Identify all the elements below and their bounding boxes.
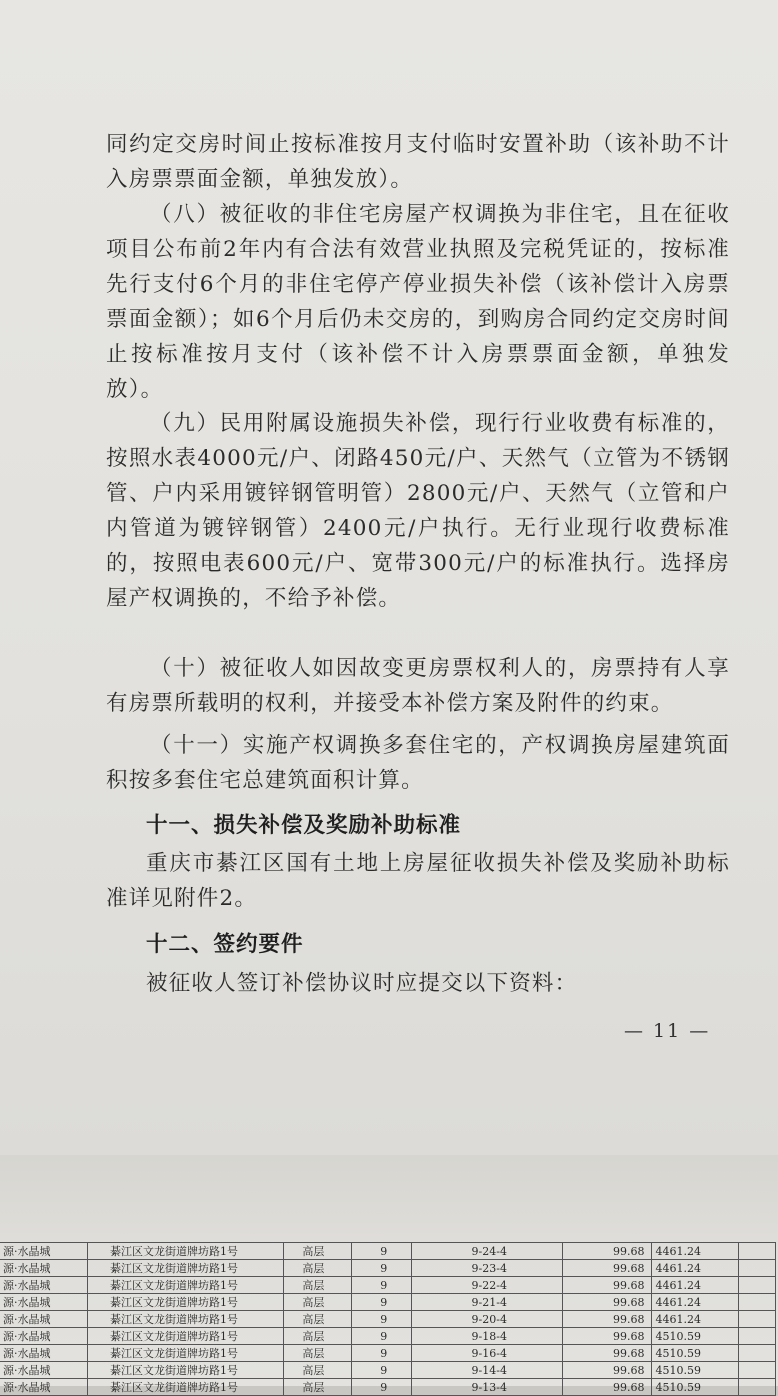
building-cell: 9 bbox=[352, 1379, 412, 1396]
area-cell: 99.68 bbox=[563, 1311, 651, 1328]
table-row bbox=[0, 1243, 776, 1260]
type-cell: 高层 bbox=[284, 1311, 352, 1328]
type-cell: 高层 bbox=[284, 1345, 352, 1362]
area-cell: 99.68 bbox=[563, 1379, 651, 1396]
area-cell: 99.68 bbox=[563, 1328, 651, 1345]
type-cell: 高层 bbox=[284, 1294, 352, 1311]
table-row bbox=[0, 1311, 776, 1328]
extra-cell bbox=[738, 1345, 775, 1362]
extra-cell bbox=[738, 1277, 775, 1294]
section-12-heading: 十二、签约要件 bbox=[146, 932, 304, 957]
area-cell: 99.68 bbox=[563, 1294, 651, 1311]
paragraph-continuation: 同约定交房时间止按标准按月支付临时安置补助（该补助不计入房票票面金额，单独发放）。 bbox=[106, 132, 730, 192]
address-cell: 綦江区文龙街道牌坊路1号 bbox=[88, 1294, 284, 1311]
type-cell: 高层 bbox=[284, 1362, 352, 1379]
type-cell: 高层 bbox=[284, 1277, 352, 1294]
unit-cell: 9-18-4 bbox=[412, 1328, 563, 1345]
area-cell: 99.68 bbox=[563, 1260, 651, 1277]
building-cell: 9 bbox=[352, 1294, 412, 1311]
table-row bbox=[0, 1260, 776, 1277]
unit-cell: 9-13-4 bbox=[412, 1379, 563, 1396]
type-cell: 高层 bbox=[284, 1260, 352, 1277]
price-cell: 4461.24 bbox=[651, 1311, 738, 1328]
section-11-heading: 十一、损失补偿及奖励补助标准 bbox=[146, 813, 462, 838]
type-cell: 高层 bbox=[284, 1379, 352, 1396]
price-cell: 4510.59 bbox=[651, 1362, 738, 1379]
table-row bbox=[0, 1294, 776, 1311]
unit-cell: 9-23-4 bbox=[412, 1260, 563, 1277]
page-number: — 11 — bbox=[624, 1020, 711, 1042]
project-cell: 源·水晶城 bbox=[0, 1277, 88, 1294]
price-cell: 4510.59 bbox=[651, 1379, 738, 1396]
register-body bbox=[0, 1243, 776, 1396]
address-cell: 綦江区文龙街道牌坊路1号 bbox=[88, 1260, 284, 1277]
unit-cell: 9-14-4 bbox=[412, 1362, 563, 1379]
section-12-body: 被征收人签订补偿协议时应提交以下资料： bbox=[146, 971, 578, 996]
table-row bbox=[0, 1277, 776, 1294]
building-cell: 9 bbox=[352, 1345, 412, 1362]
table-row bbox=[0, 1362, 776, 1379]
address-cell: 綦江区文龙街道牌坊路1号 bbox=[88, 1328, 284, 1345]
building-cell: 9 bbox=[352, 1311, 412, 1328]
project-cell: 源·水晶城 bbox=[0, 1328, 88, 1345]
table-row bbox=[0, 1379, 776, 1396]
project-cell: 源·水晶城 bbox=[0, 1243, 88, 1260]
unit-cell: 9-24-4 bbox=[412, 1243, 563, 1260]
unit-cell: 9-20-4 bbox=[412, 1311, 563, 1328]
housing-register-table bbox=[0, 1242, 776, 1396]
project-cell: 源·水晶城 bbox=[0, 1379, 88, 1396]
paragraph-item-8: （八）被征收的非住宅房屋产权调换为非住宅，且在征收项目公布前2年内有合法有效营业执照及完税凭证的，按标准先行支付6个月的非住宅停产停业损失补偿（该补偿计入房票票面金额）；如6个月后仍未交房的，到购房合同约定交房时间止按标准按月支付（该补偿不计入房票票面金额，单独发放）。 bbox=[106, 202, 730, 402]
area-cell: 99.68 bbox=[563, 1345, 651, 1362]
price-cell: 4461.24 bbox=[651, 1243, 738, 1260]
unit-cell: 9-16-4 bbox=[412, 1345, 563, 1362]
area-cell: 99.68 bbox=[563, 1243, 651, 1260]
area-cell: 99.68 bbox=[563, 1362, 651, 1379]
extra-cell bbox=[738, 1379, 775, 1396]
paragraph-item-10: （十）被征收人如因故变更房票权利人的，房票持有人享有房票所载明的权利，并接受本补偿方案及附件的约束。 bbox=[106, 656, 730, 716]
address-cell: 綦江区文龙街道牌坊路1号 bbox=[88, 1277, 284, 1294]
type-cell: 高层 bbox=[284, 1243, 352, 1260]
project-cell: 源·水晶城 bbox=[0, 1362, 88, 1379]
section-11-body: 重庆市綦江区国有土地上房屋征收损失补偿及奖励补助标准详见附件2。 bbox=[106, 851, 730, 911]
price-cell: 4461.24 bbox=[651, 1294, 738, 1311]
extra-cell bbox=[738, 1311, 775, 1328]
extra-cell bbox=[738, 1260, 775, 1277]
type-cell: 高层 bbox=[284, 1328, 352, 1345]
project-cell: 源·水晶城 bbox=[0, 1345, 88, 1362]
building-cell: 9 bbox=[352, 1362, 412, 1379]
building-cell: 9 bbox=[352, 1260, 412, 1277]
unit-cell: 9-22-4 bbox=[412, 1277, 563, 1294]
extra-cell bbox=[738, 1362, 775, 1379]
address-cell: 綦江区文龙街道牌坊路1号 bbox=[88, 1379, 284, 1396]
paragraph-item-11: （十一）实施产权调换多套住宅的，产权调换房屋建筑面积按多套住宅总建筑面积计算。 bbox=[106, 733, 730, 793]
price-cell: 4510.59 bbox=[651, 1345, 738, 1362]
project-cell: 源·水晶城 bbox=[0, 1260, 88, 1277]
extra-cell bbox=[738, 1243, 775, 1260]
price-cell: 4461.24 bbox=[651, 1277, 738, 1294]
project-cell: 源·水晶城 bbox=[0, 1311, 88, 1328]
building-cell: 9 bbox=[352, 1328, 412, 1345]
extra-cell bbox=[738, 1328, 775, 1345]
building-cell: 9 bbox=[352, 1243, 412, 1260]
address-cell: 綦江区文龙街道牌坊路1号 bbox=[88, 1345, 284, 1362]
address-cell: 綦江区文龙街道牌坊路1号 bbox=[88, 1362, 284, 1379]
address-cell: 綦江区文龙街道牌坊路1号 bbox=[88, 1243, 284, 1260]
area-cell: 99.68 bbox=[563, 1277, 651, 1294]
unit-cell: 9-21-4 bbox=[412, 1294, 563, 1311]
table-row bbox=[0, 1328, 776, 1345]
project-cell: 源·水晶城 bbox=[0, 1294, 88, 1311]
price-cell: 4510.59 bbox=[651, 1328, 738, 1345]
price-cell: 4461.24 bbox=[651, 1260, 738, 1277]
table-row bbox=[0, 1345, 776, 1362]
extra-cell bbox=[738, 1294, 775, 1311]
building-cell: 9 bbox=[352, 1277, 412, 1294]
address-cell: 綦江区文龙街道牌坊路1号 bbox=[88, 1311, 284, 1328]
paragraph-item-9: （九）民用附属设施损失补偿，现行行业收费有标准的，按照水表4000元/户、闭路450元/户、天然气（立管为不锈钢管、户内采用镀锌钢管明管）2800元/户、天然气（立管和户内管道为镀锌钢管）2400元/户执行。无行业现行收费标准的，按照电表600元/户、宽带300元/户的标准执行。选择房屋产权调换的，不给予补偿。 bbox=[106, 411, 730, 611]
